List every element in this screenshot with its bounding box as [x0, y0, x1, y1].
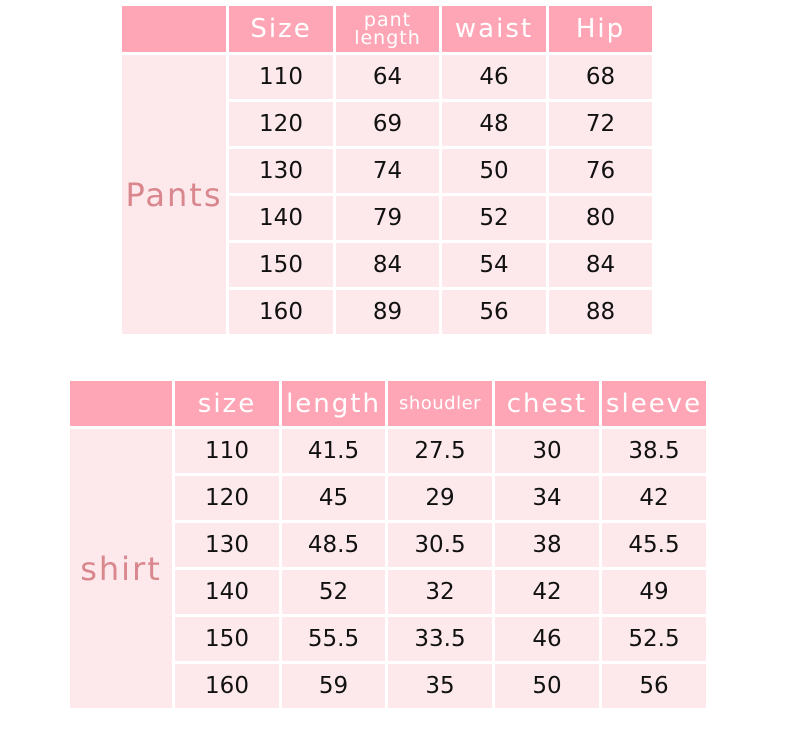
pants-cell: 69 — [336, 102, 439, 146]
pants-cell: 79 — [336, 196, 439, 240]
shirt-cell: 38 — [495, 523, 599, 567]
pants-cell: 46 — [442, 55, 546, 99]
shirt-size-table — [70, 381, 706, 708]
pants-cell: 48 — [442, 102, 546, 146]
shirt-cell: 41.5 — [282, 429, 385, 473]
shirt-cell: 50 — [495, 664, 599, 708]
pants-cell: 120 — [229, 102, 333, 146]
pants-header-pant-length-line2: length — [354, 27, 421, 49]
pants-cell: 72 — [549, 102, 652, 146]
shirt-row-label: shirt — [70, 429, 172, 708]
shirt-cell: 27.5 — [388, 429, 492, 473]
shirt-cell: 120 — [175, 476, 279, 520]
pants-cell: 150 — [229, 243, 333, 287]
pants-cell: 68 — [549, 55, 652, 99]
shirt-cell: 33.5 — [388, 617, 492, 661]
pants-cell: 88 — [549, 290, 652, 334]
pants-cell: 160 — [229, 290, 333, 334]
shirt-cell: 29 — [388, 476, 492, 520]
pants-header-pant-length-line1: pant — [363, 9, 412, 31]
shirt-header-size: size — [175, 381, 279, 426]
shirt-cell: 55.5 — [282, 617, 385, 661]
pants-cell: 74 — [336, 149, 439, 193]
shirt-cell: 38.5 — [602, 429, 706, 473]
shirt-cell: 32 — [388, 570, 492, 614]
shirt-cell: 42 — [602, 476, 706, 520]
shirt-cell: 59 — [282, 664, 385, 708]
pants-cell: 84 — [549, 243, 652, 287]
pants-cell: 84 — [336, 243, 439, 287]
shirt-cell: 160 — [175, 664, 279, 708]
shirt-cell: 48.5 — [282, 523, 385, 567]
pants-cell: 56 — [442, 290, 546, 334]
pants-header-waist: waist — [442, 6, 546, 52]
pants-header-size: Size — [229, 6, 333, 52]
pants-header-pant-length — [336, 6, 439, 52]
pants-cell: 64 — [336, 55, 439, 99]
pants-header-hip: Hip — [549, 6, 652, 52]
shirt-cell: 56 — [602, 664, 706, 708]
shirt-cell: 52 — [282, 570, 385, 614]
shirt-header-shoulder: shoudler — [388, 381, 492, 426]
pants-cell: 50 — [442, 149, 546, 193]
pants-corner-cell — [122, 6, 226, 52]
shirt-cell: 49 — [602, 570, 706, 614]
pants-size-table — [122, 6, 652, 334]
shirt-header-length: length — [282, 381, 385, 426]
pants-cell: 140 — [229, 196, 333, 240]
shirt-cell: 46 — [495, 617, 599, 661]
shirt-header-sleeve: sleeve — [602, 381, 706, 426]
shirt-cell: 35 — [388, 664, 492, 708]
shirt-cell: 150 — [175, 617, 279, 661]
pants-cell: 54 — [442, 243, 546, 287]
shirt-cell: 45.5 — [602, 523, 706, 567]
shirt-cell: 42 — [495, 570, 599, 614]
pants-cell: 130 — [229, 149, 333, 193]
pants-cell: 80 — [549, 196, 652, 240]
shirt-cell: 140 — [175, 570, 279, 614]
shirt-cell: 52.5 — [602, 617, 706, 661]
shirt-corner-cell — [70, 381, 172, 426]
pants-row-label: Pants — [122, 55, 226, 334]
pants-cell: 52 — [442, 196, 546, 240]
shirt-cell: 30.5 — [388, 523, 492, 567]
shirt-cell: 30 — [495, 429, 599, 473]
shirt-cell: 130 — [175, 523, 279, 567]
shirt-cell: 34 — [495, 476, 599, 520]
shirt-cell: 45 — [282, 476, 385, 520]
pants-cell: 89 — [336, 290, 439, 334]
pants-cell: 76 — [549, 149, 652, 193]
shirt-cell: 110 — [175, 429, 279, 473]
shirt-header-chest: chest — [495, 381, 599, 426]
pants-cell: 110 — [229, 55, 333, 99]
